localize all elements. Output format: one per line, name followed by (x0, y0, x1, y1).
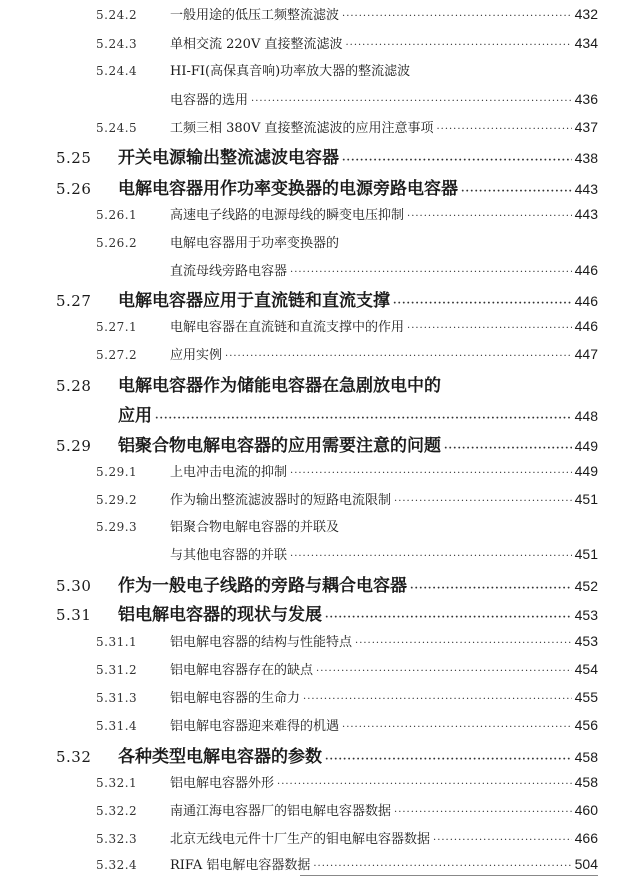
entry-title-continuation: 电容器的选用 (170, 93, 249, 108)
entry-title: 北京无线电元件十厂生产的钼电解电容器数据 (170, 832, 431, 847)
entry-title: 高速电子线路的电源母线的瞬变电压抑制 (170, 208, 405, 223)
entry-number: 5.31.2 (96, 663, 138, 677)
leader-dots (342, 11, 572, 22)
leader-dots (290, 551, 572, 562)
bottom-rule (300, 875, 598, 876)
toc-entry[interactable] (96, 854, 598, 873)
section-number: 5.31 (56, 606, 92, 624)
entry-number: 5.32.2 (96, 804, 138, 818)
entry-title: 南通江海电容器厂的铝电解电容器数据 (170, 804, 392, 819)
leader-dots (313, 861, 571, 872)
entry-page: 451 (574, 546, 598, 562)
section-title: 铝电解电容器的现状与发展 (118, 605, 322, 625)
section-title: 各种类型电解电容器的参数 (118, 747, 322, 767)
entry-page: 455 (574, 689, 598, 705)
entry-number: 5.29.3 (96, 520, 138, 534)
toc-entry[interactable] (96, 715, 598, 734)
toc-entry[interactable] (96, 828, 598, 847)
entry-number: 5.31.1 (96, 635, 138, 649)
leader-dots (393, 298, 572, 309)
toc-entry[interactable] (96, 772, 598, 791)
toc-entry[interactable] (96, 516, 339, 535)
section-page: 453 (574, 607, 598, 623)
toc-section[interactable] (56, 600, 598, 625)
entry-page: 460 (574, 802, 598, 818)
toc-section[interactable] (56, 371, 441, 396)
entry-page: 436 (574, 91, 598, 107)
entry-title: 一般用途的低压工频整流滤波 (170, 8, 340, 23)
leader-dots (394, 496, 572, 507)
leader-dots (277, 779, 572, 790)
toc-section[interactable] (56, 742, 598, 767)
section-number: 5.30 (56, 577, 92, 595)
entry-page: 446 (574, 262, 598, 278)
toc-section[interactable] (56, 143, 598, 168)
entry-page: 447 (574, 346, 598, 362)
entry-page: 446 (574, 318, 598, 334)
entry-number: 5.32.3 (96, 832, 138, 846)
entry-page: 434 (574, 35, 598, 51)
section-page: 446 (574, 293, 598, 309)
entry-title-continuation: 直流母线旁路电容器 (170, 264, 288, 279)
toc-entry-continuation[interactable] (170, 260, 598, 279)
entry-title: RIFA 铝电解电容器数据 (170, 858, 311, 873)
entry-page: 449 (574, 463, 598, 479)
section-title: 电解电容器用作功率变换器的电源旁路电容器 (118, 179, 458, 199)
section-number: 5.25 (56, 149, 92, 167)
entry-title: 作为输出整流滤波器时的短路电流限制 (170, 493, 392, 508)
entry-title: 电解电容器用于功率变换器的 (170, 236, 340, 251)
entry-number: 5.32.4 (96, 858, 138, 872)
section-number: 5.27 (56, 292, 92, 310)
leader-dots (355, 638, 572, 649)
entry-number: 5.32.1 (96, 776, 138, 790)
entry-page: 451 (574, 491, 598, 507)
section-number: 5.29 (56, 437, 92, 455)
leader-dots (303, 694, 572, 705)
leader-dots (225, 351, 572, 362)
toc-entry[interactable] (96, 204, 598, 223)
section-title: 作为一般电子线路的旁路与耦合电容器 (118, 576, 407, 596)
toc-entry[interactable] (96, 316, 598, 335)
section-page: 452 (574, 578, 598, 594)
leader-dots (155, 413, 572, 424)
leader-dots (325, 612, 572, 623)
toc-entry[interactable] (96, 687, 598, 706)
leader-dots (290, 267, 572, 278)
entry-number: 5.26.1 (96, 208, 138, 222)
section-title: 开关电源输出整流滤波电容器 (118, 148, 339, 168)
entry-page: 456 (574, 717, 598, 733)
entry-title: 单相交流 220V 直接整流滤波 (170, 37, 343, 52)
section-number: 5.32 (56, 748, 92, 766)
toc-entry[interactable] (96, 659, 598, 678)
leader-dots (436, 124, 571, 135)
section-title: 铝聚合物电解电容器的应用需要注意的问题 (118, 436, 441, 456)
leader-dots (325, 754, 572, 765)
entry-title: 上电冲击电流的抑制 (170, 465, 288, 480)
section-page: 443 (574, 181, 598, 197)
entry-title: 铝电解电容器的结构与性能特点 (170, 635, 353, 650)
entry-title: 应用实例 (170, 348, 223, 363)
entry-title: 铝电解电容器迎来难得的机遇 (170, 719, 340, 734)
toc-entry[interactable] (96, 631, 598, 650)
toc-entry[interactable] (96, 489, 598, 508)
toc-entry[interactable] (96, 344, 598, 363)
toc-section[interactable] (56, 174, 598, 199)
toc-entry[interactable] (96, 461, 598, 480)
leader-dots (342, 722, 572, 733)
leader-dots (345, 40, 571, 51)
section-number: 5.28 (56, 377, 92, 395)
entry-page: 453 (574, 633, 598, 649)
section-page: 448 (574, 408, 598, 424)
toc-section[interactable] (56, 571, 598, 596)
toc-entry[interactable] (96, 117, 598, 136)
leader-dots (407, 211, 572, 222)
toc-entry[interactable] (96, 33, 598, 52)
section-page: 438 (574, 150, 598, 166)
entry-page: 432 (574, 6, 598, 22)
entry-title: 铝聚合物电解电容器的并联及 (170, 520, 340, 535)
entry-number: 5.24.5 (96, 121, 138, 135)
section-title-continuation: 应用 (118, 406, 152, 426)
entry-page: 458 (574, 774, 598, 790)
section-page: 458 (574, 749, 598, 765)
section-page: 449 (574, 438, 598, 454)
toc-entry[interactable] (96, 4, 598, 23)
leader-dots (316, 666, 572, 677)
entry-title: HI-FI(高保真音响)功率放大器的整流滤波 (170, 64, 411, 79)
entry-title: 工频三相 380V 直接整流滤波的应用注意事项 (170, 121, 434, 136)
leader-dots (444, 443, 572, 454)
leader-dots (251, 96, 572, 107)
leader-dots (433, 835, 572, 846)
toc-entry[interactable] (96, 232, 339, 251)
toc-entry-continuation[interactable] (170, 544, 598, 563)
entry-page: 454 (574, 661, 598, 677)
entry-title: 电解电容器在直流链和直流支撑中的作用 (170, 320, 405, 335)
entry-number: 5.29.1 (96, 465, 138, 479)
entry-title: 铝电解电容器外形 (170, 776, 275, 791)
entry-page: 466 (574, 830, 598, 846)
entry-number: 5.24.4 (96, 64, 138, 78)
entry-number: 5.26.2 (96, 236, 138, 250)
toc-entry[interactable] (96, 60, 410, 79)
toc-entry[interactable] (96, 800, 598, 819)
leader-dots (461, 186, 572, 197)
leader-dots (290, 468, 572, 479)
entry-page: 504 (574, 856, 598, 872)
entry-title: 铝电解电容器的生命力 (170, 691, 301, 706)
entry-number: 5.31.4 (96, 719, 138, 733)
entry-page: 437 (574, 119, 598, 135)
toc-section-continuation[interactable] (118, 401, 598, 426)
entry-number: 5.29.2 (96, 493, 138, 507)
entry-number: 5.24.3 (96, 37, 138, 51)
entry-number: 5.27.1 (96, 320, 138, 334)
section-title: 电解电容器应用于直流链和直流支撑 (118, 291, 390, 311)
entry-title-continuation: 与其他电容器的并联 (170, 548, 288, 563)
entry-number: 5.27.2 (96, 348, 138, 362)
entry-number: 5.24.2 (96, 8, 138, 22)
leader-dots (407, 323, 572, 334)
toc-section[interactable] (56, 286, 598, 311)
leader-dots (410, 583, 572, 594)
entry-title: 铝电解电容器存在的缺点 (170, 663, 314, 678)
section-title: 电解电容器作为储能电容器在急剧放电中的 (118, 376, 441, 396)
section-number: 5.26 (56, 180, 92, 198)
toc-section[interactable] (56, 431, 598, 456)
entry-number: 5.31.3 (96, 691, 138, 705)
toc-entry-continuation[interactable] (170, 89, 598, 108)
leader-dots (394, 807, 572, 818)
leader-dots (342, 155, 572, 166)
entry-page: 443 (574, 206, 598, 222)
